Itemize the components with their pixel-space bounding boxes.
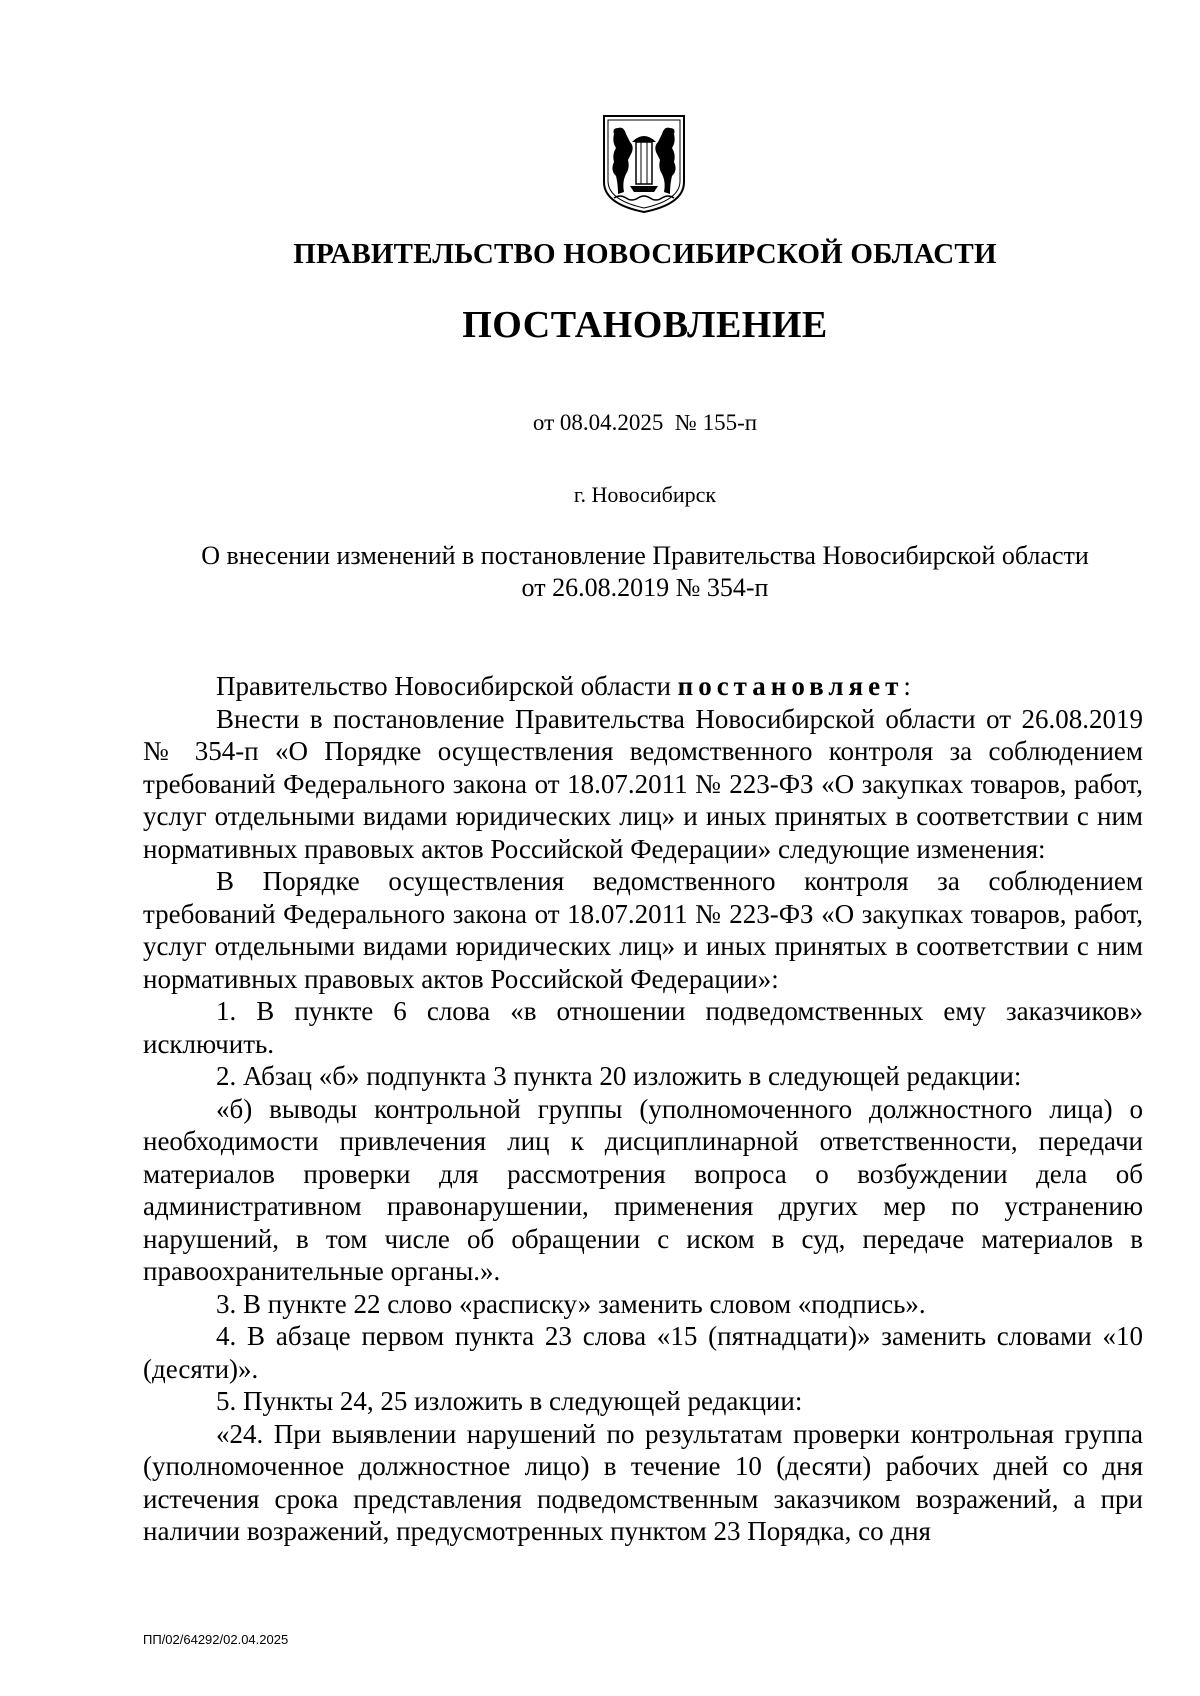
body-paragraph: 2. Абзац «б» подпункта 3 пункта 20 изложить в следующей редакции: xyxy=(216,1061,1022,1091)
decree-intro-suffix: : xyxy=(903,671,911,701)
body-paragraph: 3. В пункте 22 слово «расписку» заменить словом «подпись». xyxy=(216,1288,926,1319)
decree-intro-prefix: Правительство Новосибирской области xyxy=(216,671,678,701)
body-paragraph: «24. При выявлении нарушений по результатам проверки контрольная группа (уполномоченное должностное лицо) в течение 10 (десяти) рабочих дней со дня истечения срока представления подведомственным заказчиком возражений, а при наличии возражений, предусмотренных пунктом 23 Порядка, со дня xyxy=(143,1418,1143,1546)
document-footer-code: ПП/02/64292/02.04.2025 xyxy=(143,1632,289,1647)
document-subject xyxy=(150,540,1140,604)
body-paragraph: 1. В пункте 6 слова «в отношении подведомственных ему заказчиков» исключить. xyxy=(143,996,1143,1059)
novosibirsk-oblast-coat-of-arms-icon xyxy=(600,112,688,216)
body-paragraph: «б) выводы контрольной группы (уполномоченного должностного лица) о необходимости привлечения лиц к дисциплинарной ответственности, передачи материалов проверки для рассмотрения вопроса о возбуждении дела об административном правонарушении, применения других мер по устранению нарушений, в том числе об обращении с иском в суд, передаче материалов в правоохранительные органы.». xyxy=(143,1093,1143,1286)
body-paragraph: Внести в постановление Правительства Новосибирской области от 26.08.2019 № 354-п «О Порядке осуществления ведомственного контроля за соблюдением требований Федерального закона от 18.07.2011 № 223-ФЗ «О закупках товаров, работ, услуг отдельными видами юридических лиц» и иных принятых в соответствии с ним нормативных правовых актов Российской Федерации» следующие изменения: xyxy=(143,703,1143,864)
organization-title: ПРАВИТЕЛЬСТВО НОВОСИБИРСКОЙ ОБЛАСТИ xyxy=(293,238,997,270)
decree-word: постановляет xyxy=(677,671,904,701)
document-city: г. Новосибирск xyxy=(573,482,717,507)
document-date-number: от 08.04.2025 № 155-п xyxy=(532,410,758,435)
decree-intro xyxy=(143,670,1143,703)
subject-line-2: от 26.08.2019 № 354-п xyxy=(521,573,769,602)
document-body xyxy=(143,670,1143,1548)
subject-line-1: О внесении изменений в постановление Правительства Новосибирской области xyxy=(201,541,1089,570)
body-paragraph: 4. В абзаце первом пункта 23 слова «15 (пятнадцати)» заменить словами «10 (десяти)». xyxy=(143,1321,1143,1384)
document-type-title: ПОСТАНОВЛЕНИЕ xyxy=(462,304,828,346)
body-paragraph: 5. Пункты 24, 25 изложить в следующей редакции: xyxy=(216,1386,803,1416)
body-paragraph: В Порядке осуществления ведомственного контроля за соблюдением требований Федерального закона от 18.07.2011 № 223-ФЗ «О закупках товаров, работ, услуг отдельными видами юридических лиц» и иных принятых в соответствии с ним нормативных правовых актов Российской Федерации»: xyxy=(143,866,1143,994)
